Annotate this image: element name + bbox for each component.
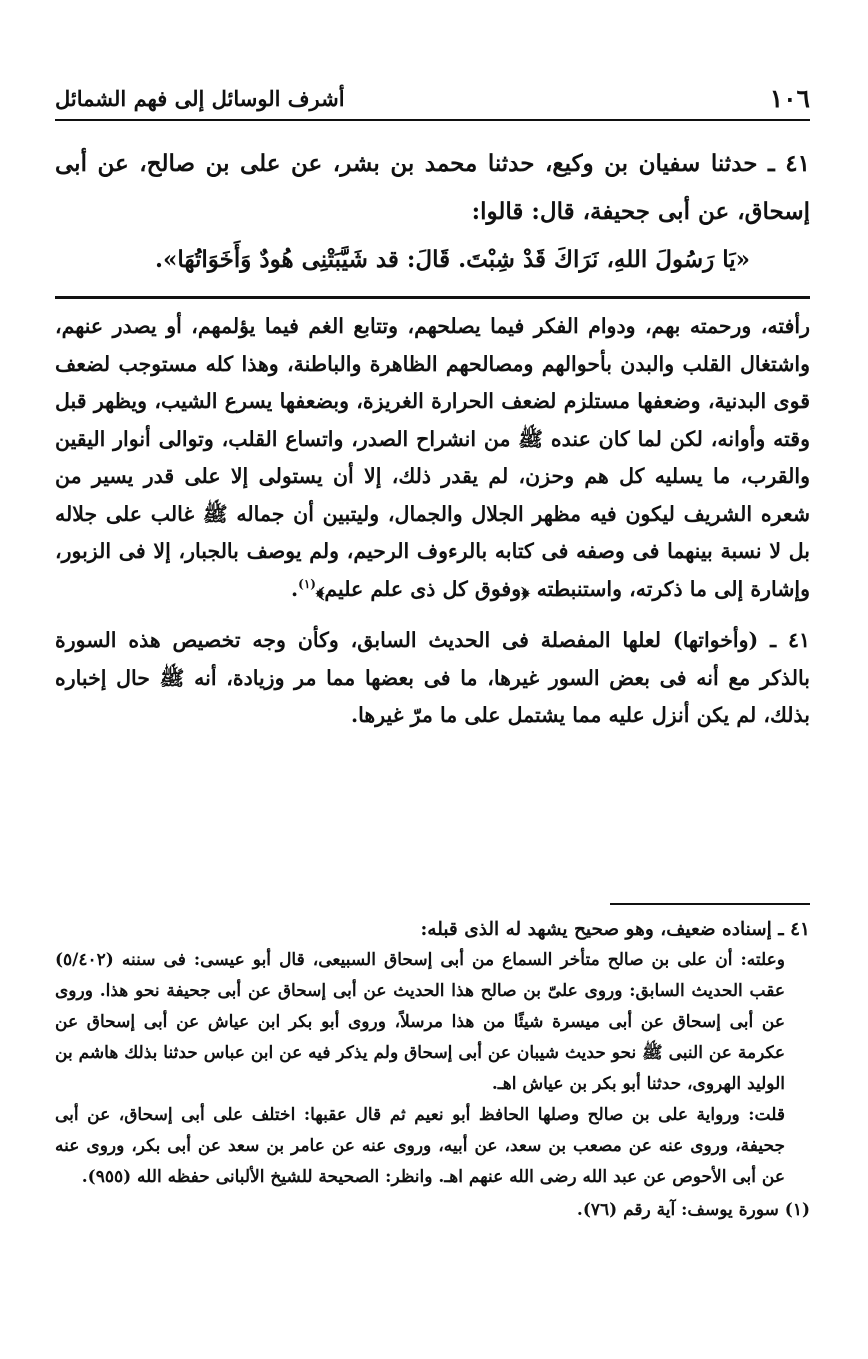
section-divider (55, 296, 810, 299)
footnote-heading: ٤١ ـ إسناده ضعيف، وهو صحيح يشهد له الذى قبله: (420, 919, 810, 940)
running-title: أشرف الوسائل إلى فهم الشمائل (55, 86, 345, 111)
hadith-isnad: ٤١ ـ حدثنا سفيان بن وكيع، حدثنا محمد بن بشر، عن على بن صالح، عن أبى إسحاق، عن أبى جحيفة، قال: قالوا: (55, 150, 810, 225)
commentary-paragraph-41: ٤١ ـ (وأخواتها) لعلها المفصلة فى الحديث السابق، وكأن وجه تخصيص هذه السورة بالذكر مع أنه فى بعض السور غيرها، ما فى بعضها مما مر وزيادة، أنه ﷺ حال إخباره بذلك، لم يكن أنزل عليه مما يشتمل على ما مرّ غيرها. (55, 628, 810, 727)
commentary-paragraph-text: رأفته، ورحمته بهم، ودوام الفكر فيما يصلحهم، وتتابع الغم فيما يؤلمهم، أو يصدر عنهم، واشتغال القلب والبدن بأحوالهم ومصالحهم الظاهرة والباطنة، وهذا كله مستوجب لضعف قوى البدنية، وضعفها مستلزم لضعف الحرارة الغريزة، وبضعفها يسرع الشيب، ويظهر قبل وقته وأوانه، لكن لما كان عنده ﷺ من انشراح الصدر، واتساع القلب، وتوالى أنوار اليقين والقرب، ما يسليه كل هم وحزن، لم يقدر ذلك، إلا أن يستولى إلا على قدر يسير من شعره الشريف ليكون فيه مظهر الجلال والجمال، وليتبين أن جماله ﷺ غالب على جلاله بل لا نسبة بينهما فى وصفه فى كتابه بالرءوف الرحيم، ولم يوصف بالجبار، إلا فى الزبور، وإشارة إلى ما ذكرته، واستنبطته ﴿وفوق كل ذى علم عليم﴾ (55, 314, 810, 601)
header-divider (55, 119, 810, 121)
footnote-divider (610, 903, 810, 905)
hadith-quote: «يَا رَسُولَ اللهِ، نَرَاكَ قَدْ شِبْتَ. قَالَ: قد شَيَّبَتْنِى هُودٌ وَأَخَوَاتُهَا». (154, 246, 750, 273)
footnote-text: وعلته: أن على بن صالح متأخر السماع من أبى إسحاق السبيعى، قال أبو عيسى: فى سننه (٥/٤٠٢) عقب الحديث السابق: وروى علىّ بن صالح هذا الحديث عن أبى إسحاق عن أبى جحيفة نحو هذا. وروى عن أبى إسحاق عن أبى ميسرة شيئًا من هذا مرسلاً، وروى أبو بكر ابن عياش عن أبى إسحاق عن عكرمة عن النبى ﷺ نحو حديث شيبان عن أبى إسحاق ولم يذكر فيه عن ابن عباس حدثنا بذلك هاشم بن الوليد الهروى، حدثنا أبو بكر بن عياش اهـ. (55, 950, 785, 1094)
footnote-reference: (١) (298, 576, 316, 591)
commentary-paragraph-end: . (291, 576, 299, 601)
footnote-text-continued: قلت: ورواية على بن صالح وصلها الحافظ أبو نعيم ثم قال عقبها: اختلف على أبى إسحاق، عن أبى جحيفة، وروى عنه عن مصعب بن سعد، عن أبيه، وروى عنه عن عامر بن سعد عن أبى بكر، وروى عنه عن أبى الأحوص عن عبد الله رضى الله عنهم اهـ. وانظر: الصحيحة للشيخ الألبانى حفظه الله (٩٥٥). (55, 1105, 786, 1187)
footnotes (55, 914, 810, 1226)
footnote-1: (١) سورة يوسف: آية رقم (٧٦). (576, 1200, 810, 1220)
page-header (55, 82, 810, 118)
commentary (55, 308, 810, 735)
commentary-paragraph (55, 308, 810, 608)
hadith-text (55, 140, 810, 284)
page-number: ١٠٦ (769, 84, 810, 113)
